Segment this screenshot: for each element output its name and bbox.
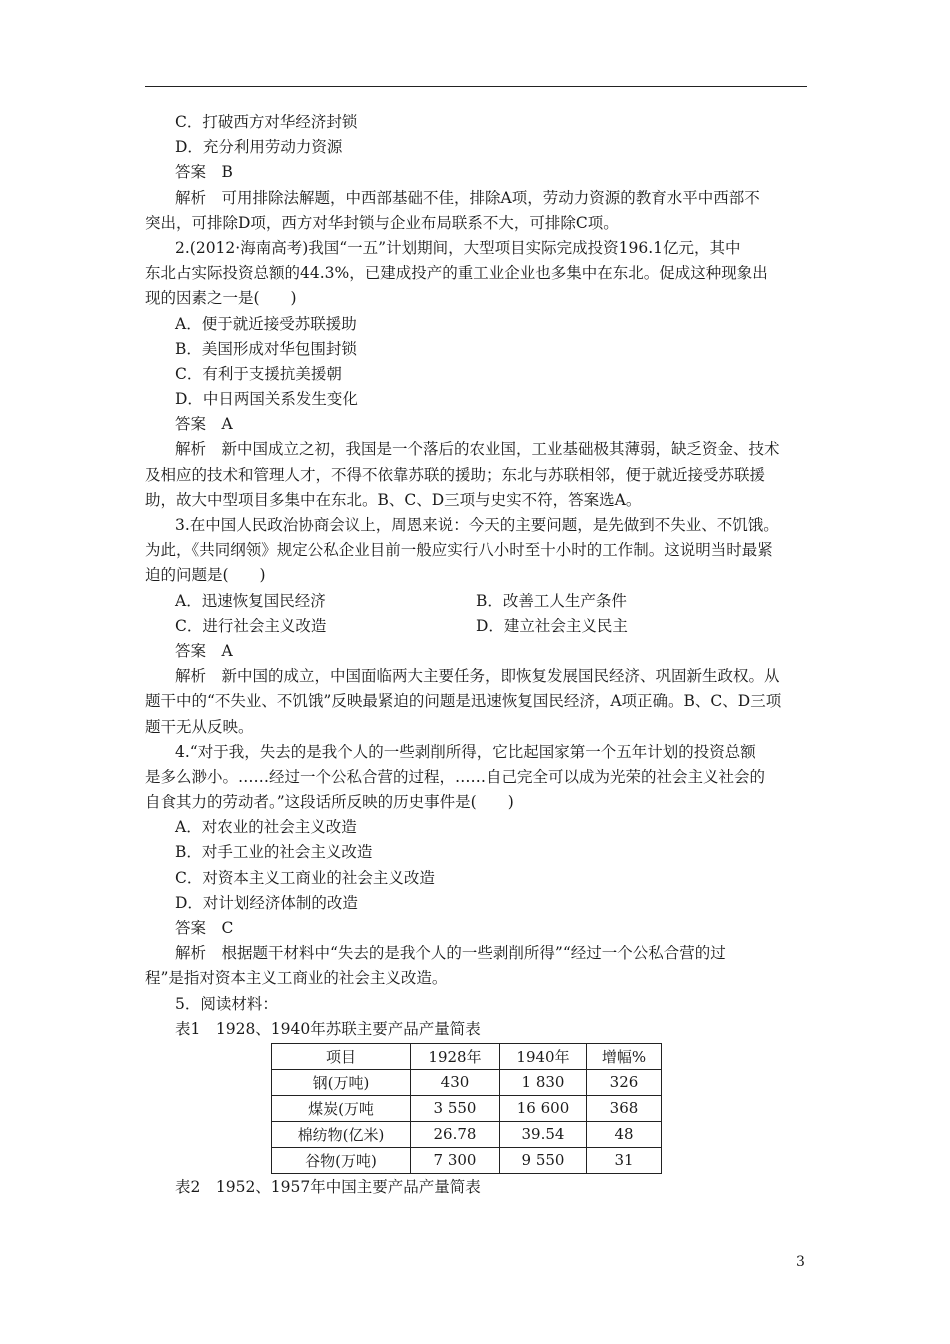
- text-line: C．打破西方对华经济封锁: [175, 113, 358, 131]
- text-line: 及相应的技术和管理人才，不得不依靠苏联的援助；东北与苏联相邻，便于就近接受苏联援: [145, 465, 766, 484]
- text-line: 突出，可排除D项，西方对华封锁与企业布局联系不大，可排除C项。: [145, 213, 619, 232]
- document-body: [145, 110, 807, 1200]
- text-line: 是多么渺小。……经过一个公私合营的过程，……自己完全可以成为光荣的社会主义社会的: [145, 767, 766, 786]
- text-line: 现的因素之一是( ): [145, 289, 297, 308]
- option-row: [145, 589, 807, 614]
- text-line: 题干无从反映。: [145, 717, 254, 736]
- table-cell: 钢(万吨): [272, 1069, 411, 1095]
- text-line: 表1 1928、1940年苏联主要产品产量简表: [175, 1019, 481, 1038]
- table-cell: 3 550: [411, 1095, 500, 1121]
- text-line: C．有利于支援抗美援朝: [175, 364, 342, 383]
- text-line: 4.“对于我，失去的是我个人的一些剥削所得，它比起国家第一个五年计划的投资总额: [175, 742, 756, 761]
- table-cell: 16 600: [500, 1095, 587, 1121]
- table-row: [272, 1095, 662, 1121]
- text-line: B．美国形成对华包围封锁: [175, 339, 357, 358]
- header-rule: [145, 86, 807, 87]
- text-line: A．便于就近接受苏联援助: [175, 314, 357, 333]
- table-2-caption: 表2 1952、1957年中国主要产品产量简表: [175, 1177, 481, 1196]
- text-line: 答案 A: [175, 641, 233, 660]
- text-block-2: [145, 639, 807, 1042]
- text-line: 答案 B: [175, 163, 233, 182]
- text-line: 3.在中国人民政治协商会议上，周恩来说：今天的主要问题，是先做到不失业、不饥饿。: [175, 516, 779, 534]
- text-line: 程”是指对资本主义工商业的社会主义改造。: [145, 969, 448, 988]
- table-header-cell: 1928年: [411, 1043, 500, 1069]
- text-line: 为此，《共同纲领》规定公私企业目前一般应实行八小时至十小时的工作制。这说明当时最紧: [145, 541, 773, 560]
- text-line: D．对计划经济体制的改造: [175, 893, 358, 912]
- option-text: C．进行社会主义改造: [175, 616, 327, 635]
- text-line: 解析 根据题干材料中“失去的是我个人的一些剥削所得”“经过一个公私合营的过: [175, 944, 726, 963]
- text-line: D．充分利用劳动力资源: [175, 138, 343, 157]
- page-number: 3: [796, 1254, 805, 1270]
- table-cell: 39.54: [500, 1121, 587, 1147]
- text-line: 自食其力的劳动者。”这段话所反映的历史事件是( ): [145, 793, 514, 812]
- table-header-row: [272, 1043, 662, 1069]
- text-line: D．中日两国关系发生变化: [175, 390, 358, 409]
- option-row: [145, 614, 807, 639]
- table-cell: 31: [587, 1147, 662, 1173]
- text-line: A．对农业的社会主义改造: [175, 818, 357, 837]
- table-header-cell: 1940年: [500, 1043, 587, 1069]
- text-block-1: [145, 110, 807, 589]
- option-text: A．迅速恢复国民经济: [175, 591, 326, 610]
- table-cell: 煤炭(万吨: [272, 1095, 411, 1121]
- text-line: C．对资本主义工商业的社会主义改造: [175, 868, 435, 887]
- text-line: 迫的问题是( ): [145, 566, 266, 585]
- table-cell: 326: [587, 1069, 662, 1095]
- table-cell: 26.78: [411, 1121, 500, 1147]
- table-cell: 谷物(万吨): [272, 1147, 411, 1173]
- table-row: [272, 1147, 662, 1173]
- table-cell: 9 550: [500, 1147, 587, 1173]
- text-line: 解析 新中国成立之初，我国是一个落后的农业国，工业基础极其薄弱，缺乏资金、技术: [175, 440, 780, 459]
- text-line: B．对手工业的社会主义改造: [175, 843, 373, 862]
- table-cell: 430: [411, 1069, 500, 1095]
- text-line: 解析 可用排除法解题，中西部基础不佳，排除A项，劳动力资源的教育水平中西部不: [175, 188, 760, 207]
- text-line: 助，故大中型项目多集中在东北。B、C、D三项与史实不符，答案选A。: [145, 490, 642, 509]
- table-1-wrap: [271, 1043, 807, 1174]
- option-text: B．改善工人生产条件: [476, 591, 627, 610]
- table-cell: 368: [587, 1095, 662, 1121]
- text-line: 答案 C: [175, 919, 234, 937]
- table-cell: 7 300: [411, 1147, 500, 1173]
- text-line: 东北占实际投资总额的44.3%，已建成投产的重工业企业也多集中在东北。促成这种现象出: [145, 264, 768, 283]
- text-line: 5．阅读材料：: [175, 994, 278, 1013]
- table-row: [272, 1069, 662, 1095]
- text-line: 答案 A: [175, 415, 233, 434]
- table-1: [271, 1043, 662, 1174]
- table-cell: 48: [587, 1121, 662, 1147]
- option-text: D．建立社会主义民主: [476, 616, 628, 635]
- table-header-cell: 项目: [272, 1043, 411, 1069]
- table-row: [272, 1121, 662, 1147]
- question-3-options: [145, 589, 807, 639]
- text-line: 解析 新中国的成立，中国面临两大主要任务，即恢复发展国民经济、巩固新生政权。从: [175, 667, 780, 686]
- table-header-cell: 增幅%: [587, 1043, 662, 1069]
- table-cell: 棉纺物(亿米): [272, 1121, 411, 1147]
- table-cell: 1 830: [500, 1069, 587, 1095]
- text-line: 2.(2012·海南高考)我国“一五”计划期间，大型项目实际完成投资196.1亿元，其中: [175, 238, 741, 257]
- text-line: 题干中的“不失业、不饥饿”反映最紧迫的问题是迅速恢复国民经济，A项正确。B、C、D三项: [145, 692, 782, 711]
